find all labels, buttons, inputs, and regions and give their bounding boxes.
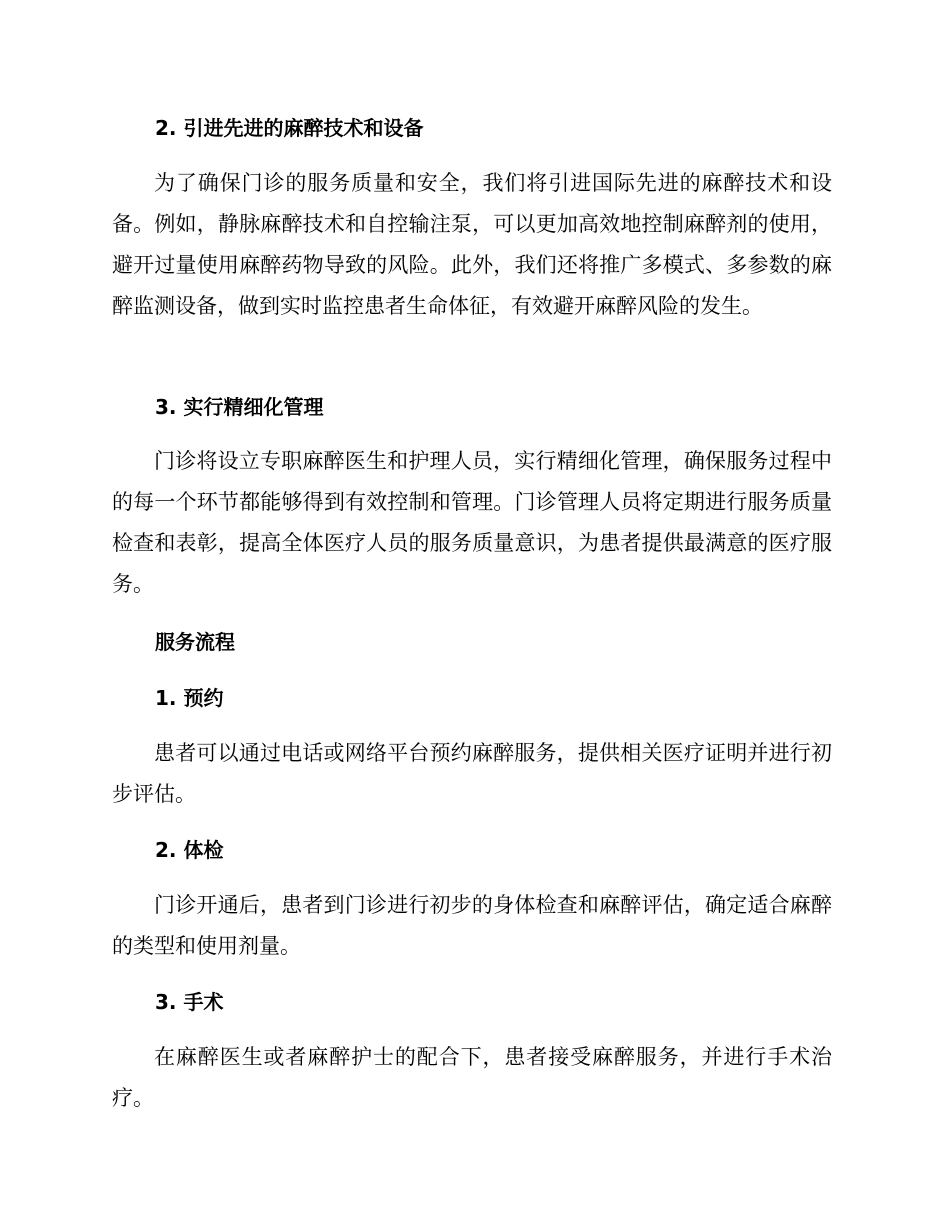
section-heading-service-process: 服务流程: [155, 630, 235, 654]
section-heading-appointment: 1. 预约: [155, 686, 224, 710]
section-paragraph-surgery: 在麻醉医生或者麻醉护士的配合下，患者接受麻醉服务，并进行手术治疗。: [112, 1045, 832, 1110]
section-paragraph-physical-exam: 门诊开通后，患者到门诊进行初步的身体检查和麻醉评估，确定适合麻醉的类型和使用剂量。: [112, 893, 832, 958]
section-heading-physical-exam: 2. 体检: [155, 838, 224, 862]
section-heading-fine-management: 3. 实行精细化管理: [155, 395, 324, 419]
section-heading-surgery: 3. 手术: [155, 990, 224, 1014]
section-heading-advanced-tech: 2. 引进先进的麻醉技术和设备: [155, 116, 424, 140]
section-paragraph-appointment: 患者可以通过电话或网络平台预约麻醉服务，提供相关医疗证明并进行初步评估。: [112, 741, 832, 806]
section-paragraph-fine-management: 门诊将设立专职麻醉医生和护理人员，实行精细化管理，确保服务过程中的每一个环节都能够得到有效控制和管理。门诊管理人员将定期进行服务质量检查和表彰，提高全体医疗人员的服务质量意识，为患者提供最满意的医疗服务。: [112, 449, 832, 596]
section-paragraph-advanced-tech: 为了确保门诊的服务质量和安全，我们将引进国际先进的麻醉技术和设备。例如，静脉麻醉技术和自控输注泵，可以更加高效地控制麻醉剂的使用，避开过量使用麻醉药物导致的风险。此外，我们还将推广多模式、多参数的麻醉监测设备，做到实时监控患者生命体征，有效避开麻醉风险的发生。: [112, 171, 832, 318]
